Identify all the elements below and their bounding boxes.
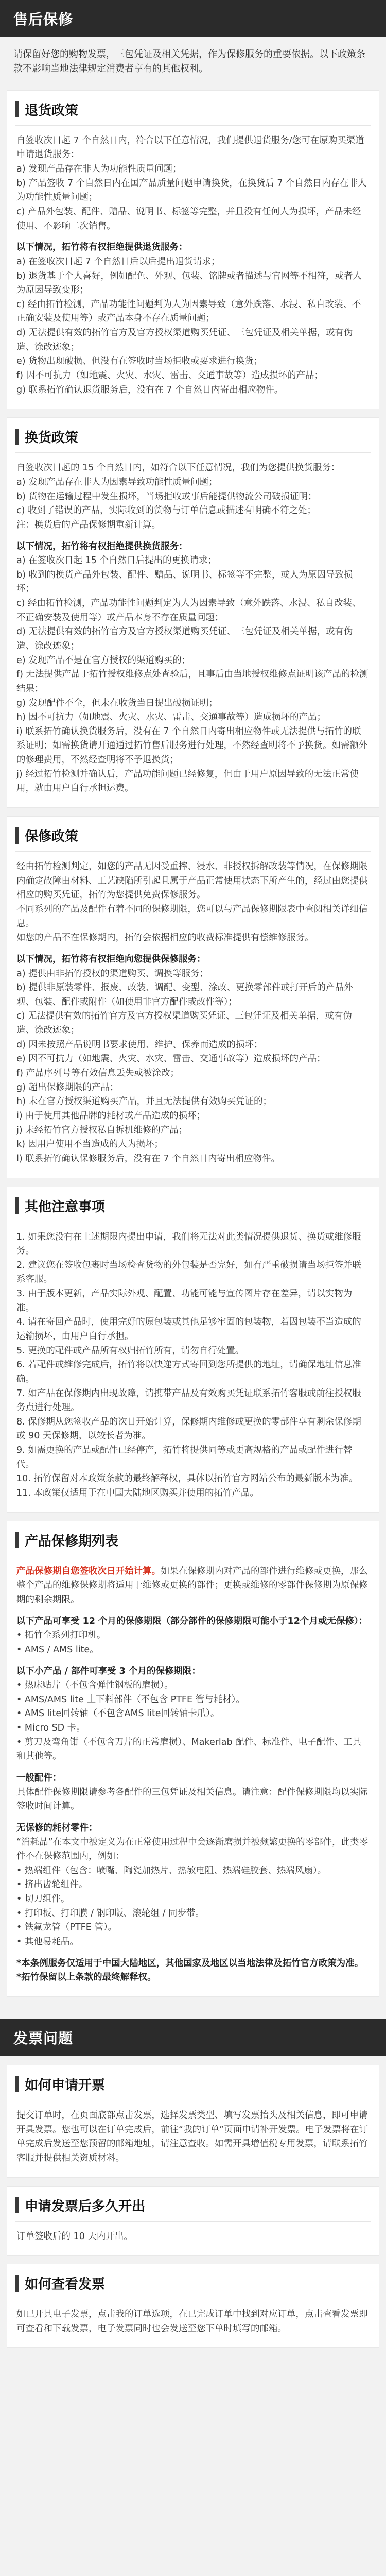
section-body: [7, 126, 379, 409]
footnotes: [16, 1957, 370, 1985]
list-item: • 切刀组件。: [16, 1894, 70, 1905]
hero-title: 发票问题: [13, 2029, 74, 2047]
text-line: e) 货物出现破损、但没有在签收时当场拒收或要求进行换货；: [16, 356, 263, 367]
section-invoice-timing: [7, 2187, 379, 2256]
list-item: • 热端组件（包含：喷嘴、陶瓷加热片、热敏电阻、热端硅胶套、热端风扇）。: [16, 1865, 327, 1876]
text-line: h) 未在官方授权渠道购买产品，并且无法提供有效购买凭证的；: [16, 1096, 272, 1107]
text-line: 自签收次日起的 15 个自然日内，如符合以下任意情况，我们为您提供换货服务：: [16, 463, 340, 473]
subheading: 以下情况，拓竹将有权拒绝向您提供保修服务：: [16, 954, 206, 964]
subheading: 以下情况，拓竹将有权拒绝提供退货服务：: [16, 242, 188, 253]
other-notes-list: [16, 1230, 370, 1501]
text-line: 不同系列的产品及配件有着不同的保修期限，您可以与产品保修期限表中查阅相关详细信息。: [16, 904, 368, 929]
section-body: [7, 2100, 379, 2177]
section-accent-bar: [15, 827, 19, 844]
section-header: [15, 418, 371, 453]
list-item: 2. 建议您在签收包裹时当场检查货物的外包装是否完好，如有严重破损请当场拒签并联系客服。: [16, 1260, 361, 1285]
section-accent-bar: [15, 2076, 19, 2092]
text-line: a) 在签收次日起 15 个自然日后提出的更换请求；: [16, 555, 217, 566]
footnote: *拓竹保留以上条款的最终解释权。: [16, 1972, 156, 1983]
list-item: 4. 请在寄回产品时，使用完好的原包装或其他足够牢固的包装物，若因包装不当造成的运输损坏，由用户自行承担。: [16, 1317, 361, 1342]
returns-eligible: [16, 134, 370, 233]
list-item: 11. 本政策仅适用于在中国大陆地区购买并使用的拓竹产品。: [16, 1488, 259, 1499]
text-line: c) 产品外包装、配件、赠品、说明书、标签等完整，并且没有任何人为损坏，产品未经使用、不影响二次销售。: [16, 206, 361, 231]
section-accent-bar: [15, 429, 19, 445]
text-line: b) 货物在运输过程中发生损坏，当场拒收或事后能提供物流公司破损证明；: [16, 491, 317, 502]
text-line: 注：换货后的产品保修期重新计算。: [16, 519, 161, 530]
section-title: 申请发票后多久开出: [25, 2198, 146, 2214]
section-accent-bar: [15, 2197, 19, 2213]
text-line: c) 无法提供有效的拓竹官方及官方授权渠道购买凭证、三包凭证及相关单据，或有伪造、涂改迹象；: [16, 1011, 353, 1036]
list-item: • AMS/AMS lite 上下料部件（不包含 PTFE 管与耗材）。: [16, 1694, 245, 1705]
section-header: [15, 2065, 371, 2100]
list-12-months: [16, 1615, 370, 1657]
subheading: 一般配件：: [16, 1773, 62, 1783]
list-item: • 挤出齿轮组件。: [16, 1879, 88, 1890]
section-accent-bar: [15, 1532, 19, 1548]
section-body: [7, 2222, 379, 2256]
text-line: c) 收到了错误的产品，实际收到的货物与订单信息或描述有明确不符之处；: [16, 505, 317, 516]
warranty-refused: [16, 953, 370, 1166]
text-line: a) 在签收次日起 7 个自然日后以后提出退货请求；: [16, 256, 220, 267]
section-title: 如何申请开票: [25, 2077, 106, 2093]
section-header: [15, 1521, 371, 1556]
section-warranty: [7, 817, 379, 1177]
section-exchange: [7, 418, 379, 807]
section-body: [7, 453, 379, 807]
returns-refused: [16, 241, 370, 397]
text-line: 经由拓竹检测判定，如您的产品无因受重摔、浸水、非授权拆解改装等情况，在保修期限内确定故障由材料、工艺缺陷所引起且属于产品正常使用状态下所产生的，经过由您提供相应的购买凭证，拓竹为您提供免费保修服务。: [16, 861, 368, 901]
subheading: 无保修的耗材零件：: [16, 1822, 98, 1833]
text-line: k) 因用户使用不当造成的人为损坏；: [16, 1139, 164, 1150]
section-header: [15, 2264, 371, 2299]
list-item: • Micro SD 卡。: [16, 1723, 85, 1734]
text-line: j) 未经拓竹官方授权私自拆机维修的产品；: [16, 1125, 188, 1136]
text-line: b) 退货基于个人喜好，例如配色、外观、包装、铭牌或者描述与官网等不相符，或者人为原因导致变形；: [16, 270, 362, 296]
section-product-warranty: [7, 1521, 379, 1996]
text-line: j) 经过拓竹检测并确认后，产品功能问题已经修复，但由于用户原因导致的无法正常使用，就由用户自行承担运费。: [16, 769, 359, 794]
list-item: • 剪刀及弯角钳（不包含刀片的正常磨损）、Makerlab 配件、标准件、电子配件、工具和其他等。: [16, 1737, 362, 1762]
section-accent-bar: [15, 101, 19, 117]
section-title: 保修政策: [25, 829, 79, 845]
text-line: b) 提供非原装零件、报废、改装、调配、变型、涂改、更换零部件或打开后的产品外观、包装、配件或附件（如使用非官方配件或改件等）；: [16, 982, 353, 1007]
list-item: 8. 保修期从您签收产品的次日开始计算，保修期内维修或更换的零部件享有剩余保修期或 90 天保修期，以较长者为准。: [16, 1416, 361, 1442]
text-line: a) 发现产品存在非人为功能性质量问题；: [16, 164, 182, 175]
list-item: • 铁氟龙管（PTFE 管）。: [16, 1922, 117, 1933]
section-title: 其他注意事项: [25, 1199, 106, 1215]
section-invoice-view: [7, 2264, 379, 2347]
list-item: • 其他易耗品。: [16, 1937, 79, 1947]
text-line: g) 联系拓竹确认退货服务后，没有在 7 个自然日内寄出相应物件。: [16, 384, 284, 395]
list-item: • AMS / AMS lite。: [16, 1644, 99, 1655]
exchange-eligible: [16, 461, 370, 532]
consumables: [16, 1821, 370, 1950]
warranty-intro: [16, 860, 370, 945]
list-item: 6. 若配件或维修完成后，拓竹将以快递方式寄回到您所提供的地址，请确保地址信息准确。: [16, 1360, 361, 1384]
section-other-notes: [7, 1187, 379, 1512]
text-line: 提交订单时，在页面底部点击发票，选择发票类型、填写发票抬头及相关信息，即可申请开具发票。您也可以在订单完成后，前往“我的订单”页面申请补开发票。电子发票将在订单完成后发送至您预留的邮箱地址，请注意查收。如需开具增值税专用发票，请联系拓竹客服并提供相关资质材料。: [16, 2110, 369, 2163]
text-line: h) 因不可抗力（如地震、火灾、水灾、雷击、交通事故等）造成损坏的产品；: [16, 712, 326, 723]
subheading: 以下情况，拓竹将有权拒绝提供换货服务：: [16, 541, 188, 552]
section-title: 产品保修期列表: [25, 1533, 119, 1549]
highlight-text: 产品保修期自您签收次日开始计算。: [16, 1566, 161, 1577]
list-item: • 热床贴片（不包含弹性钢板的磨损）。: [16, 1680, 173, 1691]
text-line: 如果在保修期内对产品的部件进行维修或更换，那么整个产品的维修保修期将适用于维修或更换的部件；更换或维修的零部件保修期为原保修期的剩余期限。: [16, 1566, 368, 1605]
text-line: b) 收到的换货产品外包装、配件、赠品、说明书、标签等不完整，或人为原因导致损坏；: [16, 569, 353, 595]
text-line: d) 无法提供有效的拓竹官方及官方授权渠道购买凭证、三包凭证及相关单据，或有伪造、涂改迹象；: [16, 328, 353, 352]
list-item: 9. 如需更换的产品或配件已经停产，拓竹将提供同等或更高规格的产品或配件进行替代。: [16, 1445, 353, 1470]
text-line: f) 产品序列号等有效信息丢失或被涂改；: [16, 1068, 180, 1079]
text-line: l) 联系拓竹确认保修服务后，没有在 7 个自然日内寄出相应物件。: [16, 1153, 280, 1164]
list-item: • 拓竹全系列打印机。: [16, 1630, 106, 1641]
section-header: [15, 817, 371, 852]
section-accent-bar: [15, 1197, 19, 1214]
text-line: c) 经由拓竹检测，产品功能性问题判为人为因素导致（意外跌落、水浸、私自改装、不正确安装及使用等）或产品本身不存在质量问题；: [16, 299, 361, 324]
list-3-months: [16, 1665, 370, 1764]
section-header: [15, 2187, 371, 2222]
text-line: g) 超出保修期限的产品；: [16, 1082, 119, 1093]
text-line: “消耗品”在本文中被定义为在正常使用过程中会逐渐磨损并被频繁更换的零部件，此类零件不在保修范围内，例如：: [16, 1837, 369, 1862]
text-line: 订单签收后的 10 天内开出。: [16, 2231, 133, 2242]
text-line: 具体配件保修期限请参考各配件的三包凭证及相关信息。请注意：配件保修期限均以实际签收时间计算。: [16, 1787, 368, 1812]
list-item: 1. 如果您没有在上述期限内提出申请，我们将无法对此类情况提供退货、换货或维修服务。: [16, 1231, 361, 1257]
section-title: 换货政策: [25, 430, 79, 446]
hero-banner-after-sales: [0, 0, 386, 37]
list-item: 3. 由于版本更新，产品实际外观、配置、功能可能与宣传图片存在差异，请以实物为准。: [16, 1289, 353, 1313]
text-line: 自签收次日起 7 个自然日内，符合以下任意情况，我们提供退货服务/您可在原购买渠道申请退货服务：: [16, 135, 364, 160]
section-body: [7, 1556, 379, 1996]
section-header: [15, 91, 371, 126]
footnote: *本条例服务仅适用于中国大陆地区，其他国家及地区以当地法律及拓竹官方政策为准。: [16, 1958, 364, 1969]
list-item: • AMS lite回转轴（不包含AMS lite回转轴卡爪）。: [16, 1708, 220, 1719]
section-header: [15, 1187, 371, 1222]
section-accent-bar: [15, 2275, 19, 2292]
text-line: f) 因不可抗力（如地震、火灾、水灾、雷击、交通事故等）造成损坏的产品；: [16, 370, 324, 381]
section-returns: [7, 91, 379, 409]
text-line: b) 产品签收 7 个自然日内在国产品质量问题申请换货，在换货后 7 个自然日内存在非人为功能性质量问题；: [16, 178, 367, 203]
hero-banner-invoice: [0, 2019, 386, 2056]
text-line: c) 经由拓竹检测，产品功能性问题判定为人为因素导致（意外跌落、水浸、私自改装、不正确安装及使用等）或产品本身不存在质量问题；: [16, 598, 361, 623]
section-body: [7, 1222, 379, 1512]
section-invoice-apply: [7, 2065, 379, 2177]
list-item: 5. 更换的配件或产品所有权归拓竹所有，请勿自行处置。: [16, 1345, 244, 1356]
text-line: 如您的产品不在保修期内，拓竹会依据相应的收费标准提供有偿维修服务。: [16, 933, 314, 943]
section-body: [7, 852, 379, 1177]
text-line: a) 发现产品存在非人为因素导致功能性质量问题；: [16, 477, 218, 487]
text-line: d) 无法提供有效的拓竹官方及官方授权渠道购买凭证、三包凭证及相关单据，或有伪造、涂改迹象；: [16, 626, 353, 651]
intro-text: 请保留好您的购物发票，三包凭证及相关凭据，作为保修服务的重要依据。以下政策条款不影响当地法律规定消费者享有的其他权利。: [13, 49, 365, 74]
section-title: 退货政策: [25, 103, 79, 118]
text-line: d) 因未按照产品说明书要求使用、维护、保养而造成的损坏；: [16, 1039, 263, 1050]
list-item: 10. 拓竹保留对本政策条款的最终解释权，具体以拓竹官方网站公布的最新版本为准。: [16, 1473, 358, 1484]
product-warranty-intro: [16, 1565, 370, 1607]
text-line: a) 提供由非拓竹授权的渠道购买、调换等服务；: [16, 968, 209, 979]
list-item: 7. 如产品在保修期内出现故障，请携带产品及有效购买凭证联系拓竹客服或前往授权服务点进行处理。: [16, 1388, 361, 1413]
exchange-refused: [16, 540, 370, 796]
text-line: f) 无法提供产品于拓竹授权维修点处查验后，且事后由当地授权维修点证明该产品的检测结果；: [16, 669, 369, 694]
text-line: 如已开具电子发票，点击我的订单选项，在已完成订单中找到对应订单，点击查看发票即可查看和下载发票，电子发票同时也会发送至您下单时填写的邮箱。: [16, 2309, 368, 2334]
text-line: e) 因不可抗力（如地震、火灾、水灾、雷击、交通事故等）造成损坏的产品；: [16, 1054, 326, 1064]
text-line: e) 发现产品不是在官方授权的渠道购买的；: [16, 655, 191, 666]
subheading: 以下产品可享受 12 个月的保修期限（部分部件的保修期限可能小于12个月或无保修）：: [16, 1616, 368, 1626]
subheading: 以下小产品 / 部件可享受 3 个月的保修期限：: [16, 1666, 201, 1676]
text-line: g) 发现配件不全，但未在收货当日提出破损证明；: [16, 698, 218, 708]
hero-title: 售后保修: [13, 11, 74, 28]
text-line: i) 由于使用其他品牌的耗材或产品造成的损坏；: [16, 1110, 206, 1121]
list-item: • 打印板、打印膜 / 钢印版、滚轮组 / 同步带。: [16, 1908, 204, 1919]
section-title: 如何查看发票: [25, 2277, 106, 2293]
general-accessories: [16, 1771, 370, 1814]
section-body: [7, 2299, 379, 2347]
text-line: i) 联系拓竹确认换货服务后，没有在 7 个自然日内寄出相应物件或无法提供与拓竹的联系证明；如需换货请开通通过拓竹售后服务进行处理，不然经查明将不予换货。如需额外的修理费用，不然经查明将不予退换货；: [16, 726, 368, 766]
